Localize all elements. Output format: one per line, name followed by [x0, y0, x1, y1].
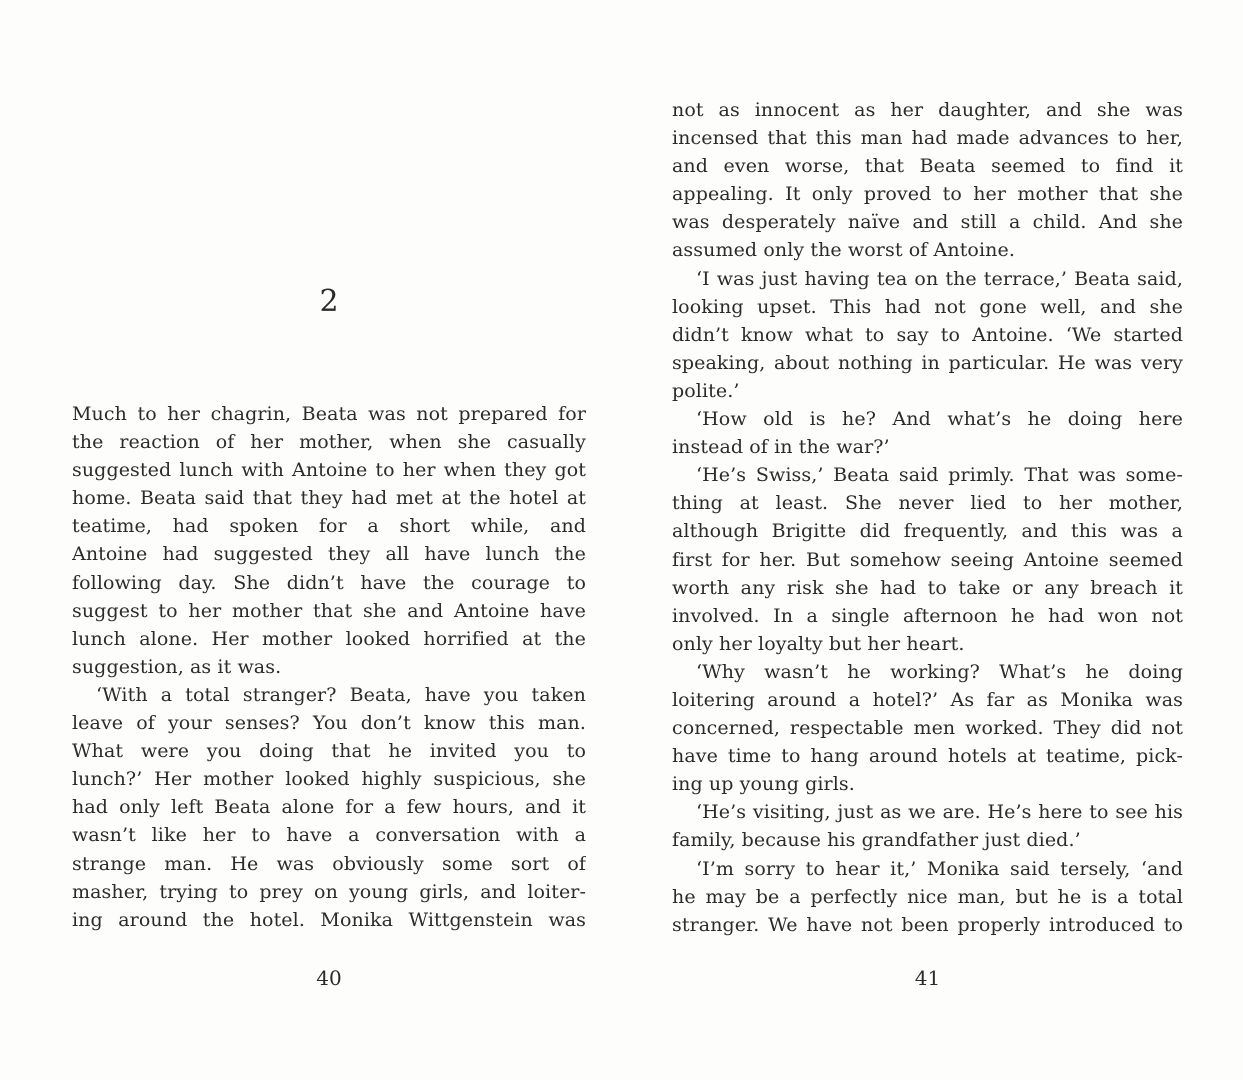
text-line: the reaction of her mother, when she casually: [72, 431, 586, 454]
text-line: ‘With a total stranger? Beata, have you taken: [96, 683, 586, 706]
text-line: ing up young girls.: [672, 773, 855, 796]
text-line: assumed only the worst of Antoine.: [672, 239, 1015, 262]
left-page-body: [72, 400, 586, 934]
text-line: following day. She didn’t have the courage to: [72, 571, 586, 594]
right-page-body: [672, 96, 1183, 939]
text-line: family, because his grandfather just died.’: [672, 829, 1081, 852]
text-line: speaking, about nothing in particular. He was very: [672, 351, 1183, 374]
text-line: instead of in the war?’: [672, 436, 890, 459]
text-line: strange man. He was obviously some sort of: [72, 852, 586, 875]
text-line: incensed that this man had made advances to her,: [672, 127, 1183, 150]
text-line: leave of your senses? You don’t know this man.: [72, 712, 586, 735]
text-line: was desperately naïve and still a child. And she: [672, 211, 1183, 234]
text-line: ‘I’m sorry to hear it,’ Monika said tersely, ‘and: [696, 857, 1183, 880]
text-line: concerned, respectable men worked. They did not: [672, 717, 1183, 740]
text-line: wasn’t like her to have a conversation with a: [72, 824, 586, 847]
right-page-number: 41: [914, 966, 941, 990]
paragraph: [672, 405, 1183, 461]
text-line: not as innocent as her daughter, and she was: [672, 99, 1183, 121]
paragraph: [72, 681, 586, 934]
text-line: ing around the hotel. Monika Wittgenstein was: [72, 908, 586, 931]
text-line: ‘He’s visiting, just as we are. He’s here to see his: [696, 801, 1183, 824]
text-line: ‘How old is he? And what’s he doing here: [696, 408, 1183, 431]
paragraph: [672, 658, 1183, 798]
paragraph: [672, 96, 1183, 265]
paragraph: [72, 400, 586, 681]
text-line: thing at least. She never lied to her mother,: [672, 492, 1183, 515]
text-line: What were you doing that he invited you to: [72, 740, 586, 763]
text-line: ‘I was just having tea on the terrace,’ Beata said,: [696, 267, 1183, 290]
text-line: teatime, had spoken for a short while, and: [72, 515, 586, 538]
text-line: didn’t know what to say to Antoine. ‘We started: [672, 323, 1183, 346]
text-line: ‘Why wasn’t he working? What’s he doing: [696, 660, 1183, 683]
text-line: loitering around a hotel?’ As far as Monika was: [672, 688, 1183, 711]
text-line: lunch alone. Her mother looked horrified at the: [72, 627, 586, 650]
text-line: home. Beata said that they had met at the hotel at: [72, 487, 586, 510]
paragraph: [672, 798, 1183, 854]
text-line: suggested lunch with Antoine to her when they got: [72, 459, 586, 482]
text-line: lunch?’ Her mother looked highly suspicious, she: [72, 768, 586, 791]
text-line: suggest to her mother that she and Antoine have: [72, 599, 586, 622]
paragraph: [672, 855, 1183, 939]
text-line: first for her. But somehow seeing Antoine seemed: [672, 548, 1183, 571]
paragraph: [672, 265, 1183, 405]
text-line: only her loyalty but her heart.: [672, 632, 965, 655]
text-line: stranger. We have not been properly introduced to: [672, 913, 1183, 936]
text-line: polite.’: [672, 379, 740, 402]
paragraph: [672, 461, 1183, 658]
text-line: appealing. It only proved to her mother that she: [672, 183, 1183, 206]
text-line: looking upset. This had not gone well, and she: [672, 295, 1183, 318]
text-line: and even worse, that Beata seemed to find it: [672, 155, 1183, 178]
chapter-number: 2: [319, 284, 339, 319]
text-line: he may be a perfectly nice man, but he is a total: [672, 885, 1183, 908]
text-line: Antoine had suggested they all have lunch the: [72, 543, 586, 566]
text-line: masher, trying to prey on young girls, and loiter-: [72, 880, 586, 903]
text-line: although Brigitte did frequently, and this was a: [672, 520, 1183, 543]
text-line: Much to her chagrin, Beata was not prepared for: [72, 403, 586, 425]
text-line: involved. In a single afternoon he had won not: [672, 604, 1183, 627]
text-line: had only left Beata alone for a few hours, and it: [72, 796, 586, 819]
text-line: ‘He’s Swiss,’ Beata said primly. That was some-: [696, 464, 1183, 487]
text-line: have time to hang around hotels at teatime, pick-: [672, 745, 1183, 768]
left-page-number: 40: [316, 966, 342, 990]
text-line: suggestion, as it was.: [72, 655, 282, 678]
text-line: worth any risk she had to take or any breach it: [672, 576, 1183, 599]
